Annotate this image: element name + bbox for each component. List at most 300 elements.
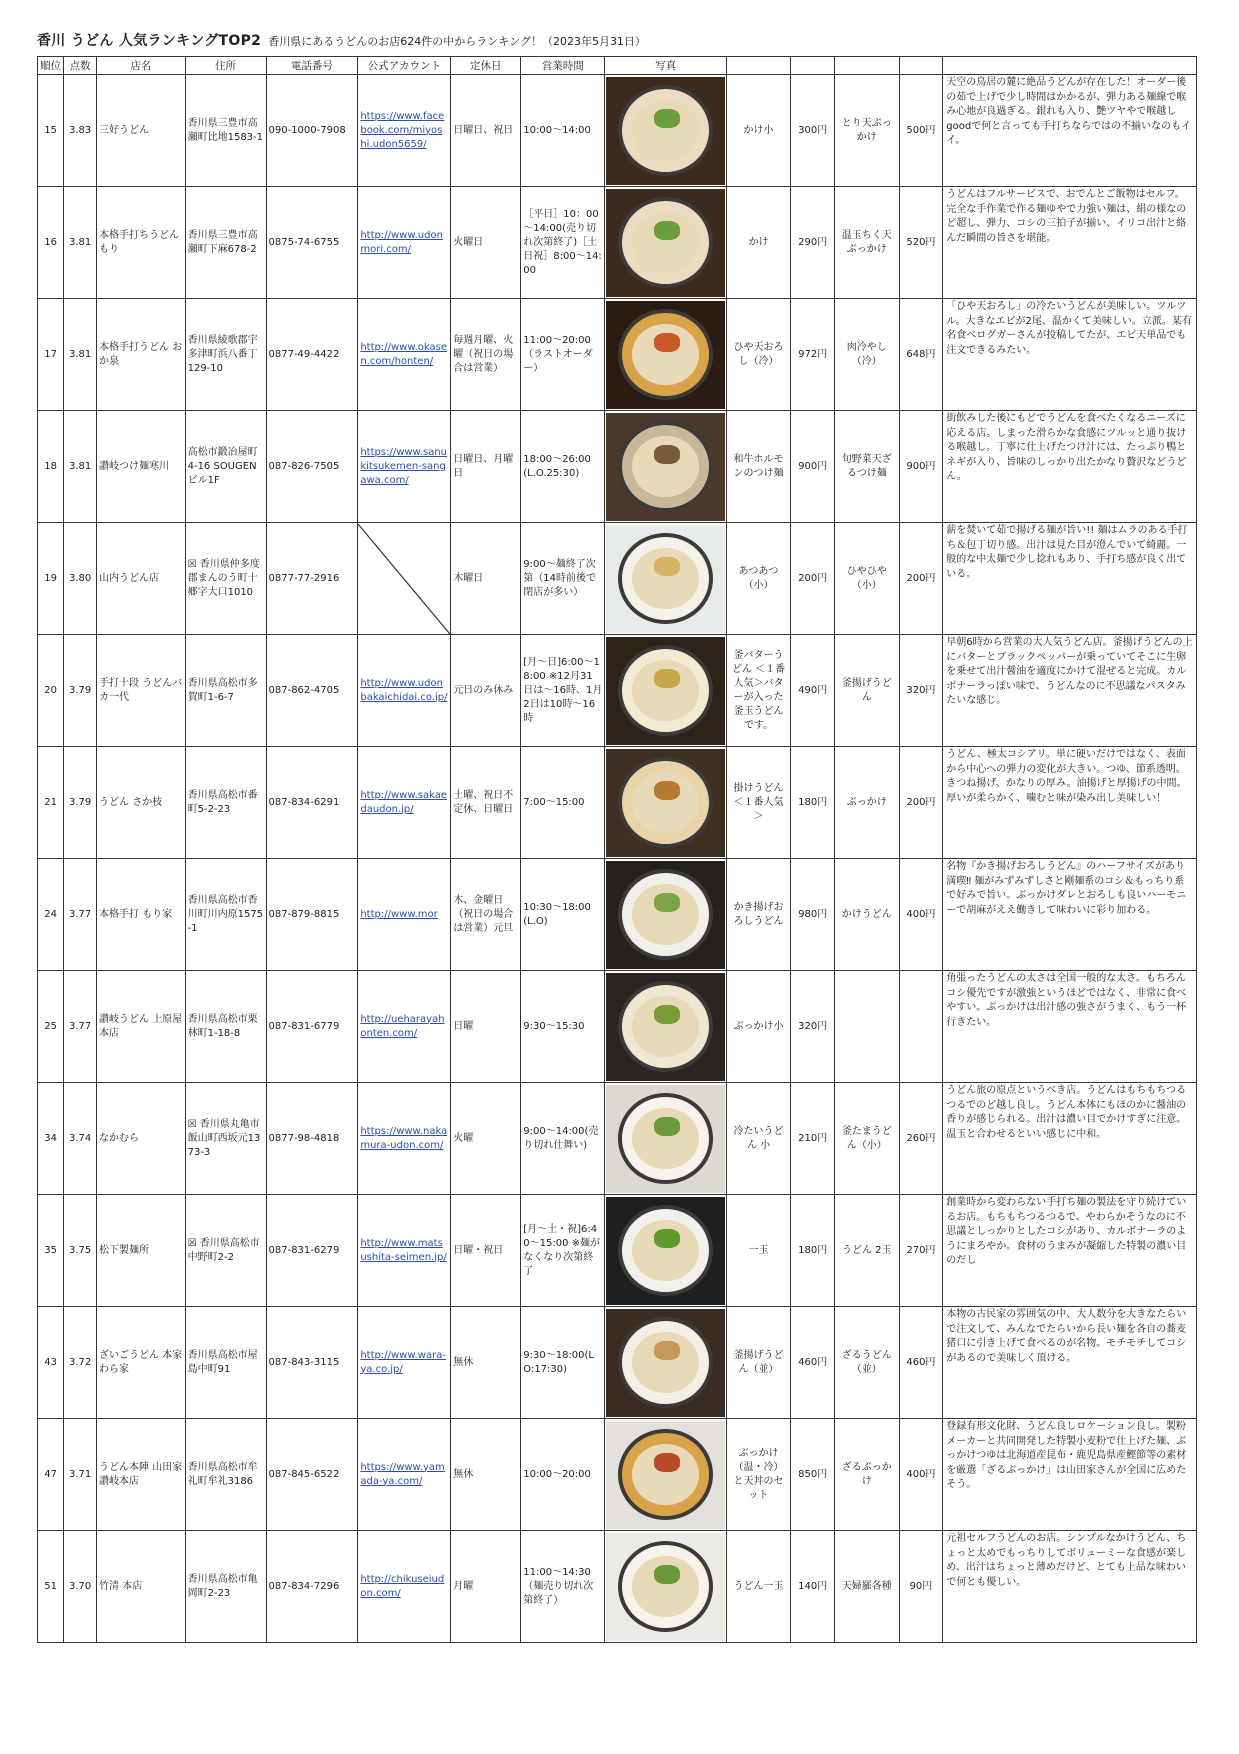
- address-cell: [185, 1307, 266, 1419]
- rank-cell: [38, 747, 64, 859]
- shop-name-cell: [97, 1195, 186, 1307]
- address-cell-text: 香川県高松市屋島中町91: [187, 1349, 258, 1375]
- holiday-cell-text: 日曜日、祝日: [453, 124, 514, 136]
- description-cell-text: 薪を焚いて茹で揚げる麺が旨い!! 麺はムラのある手打ち＆包丁切り感。出汁は見た目が澄んでいて綺麗。一般的な中太麺で少し捻れもあり、手打ち感が良く出ている。: [946, 525, 1188, 580]
- address-cell: [185, 299, 266, 411]
- photo-cell: [605, 747, 726, 859]
- official-link-text[interactable]: http://www.udonbakaichidai.co.jp/: [360, 677, 448, 703]
- phone-cell: [266, 523, 358, 635]
- topping-shape: [654, 445, 680, 464]
- rank-cell-text: 25: [44, 1020, 57, 1032]
- price2-cell: [899, 1195, 943, 1307]
- menu1-cell: [726, 635, 791, 747]
- hours-cell-text: 10:00～14:00: [523, 124, 591, 136]
- official-link[interactable]: [358, 971, 451, 1083]
- photo-cell: [605, 1195, 726, 1307]
- address-cell: [185, 971, 266, 1083]
- shop-name-cell-text: なかむら: [99, 1132, 140, 1144]
- hours-cell: [521, 1195, 605, 1307]
- holiday-cell-text: 土曜、祝日不定休、日曜日: [453, 789, 514, 815]
- table-row: [38, 299, 1197, 411]
- holiday-cell-text: 木曜日: [453, 572, 484, 584]
- shop-name-cell-text: 本格手打 もり家: [99, 908, 173, 920]
- shop-name-cell: [97, 299, 186, 411]
- description-cell: [943, 75, 1197, 187]
- official-link[interactable]: [358, 1419, 451, 1531]
- holiday-cell: [451, 299, 521, 411]
- rank-cell-text: 20: [44, 684, 57, 696]
- udon-photo: [606, 749, 724, 857]
- hours-cell-text: 9:00～麺終了次第（14時前後で閉店が多い）: [523, 558, 596, 598]
- rank-cell: [38, 635, 64, 747]
- table-row: [38, 859, 1197, 971]
- price1-cell-text: 290円: [798, 236, 828, 248]
- address-cell: [185, 1419, 266, 1531]
- table-row: [38, 1531, 1197, 1643]
- hours-cell: [521, 75, 605, 187]
- price2-cell: [899, 1419, 943, 1531]
- menu1-cell-text: 和牛ホルモンのつけ麺: [733, 453, 784, 479]
- rank-cell-text: 34: [44, 1132, 57, 1144]
- udon-photo: [606, 1309, 724, 1417]
- address-cell: [185, 523, 266, 635]
- address-cell: [185, 1531, 266, 1643]
- table-row: [38, 971, 1197, 1083]
- price1-cell-text: 180円: [798, 1244, 828, 1256]
- holiday-cell: [451, 187, 521, 299]
- score-cell-text: 3.77: [69, 1020, 92, 1032]
- menu1-cell-text: 釜バターうどん ＜１番人気＞バターが入った釜玉うどんです。: [731, 649, 786, 731]
- menu1-cell-text: うどん一玉: [733, 1580, 784, 1592]
- hours-cell: [521, 523, 605, 635]
- address-cell: [185, 1195, 266, 1307]
- table-header-row: [38, 57, 1197, 75]
- score-cell: [64, 75, 97, 187]
- holiday-cell: [451, 1083, 521, 1195]
- header-photo: 写真: [605, 57, 726, 75]
- rank-cell-text: 35: [44, 1244, 57, 1256]
- hours-cell-text: 11:00～14:30（麺売り切れ次第終了）: [523, 1566, 594, 1606]
- shop-name-cell-text: うどん本陣 山田家 讃岐本店: [99, 1461, 183, 1487]
- phone-cell-text: 087-862-4705: [268, 684, 340, 696]
- description-cell: [943, 187, 1197, 299]
- rank-cell-text: 47: [44, 1468, 57, 1480]
- price2-cell: [899, 299, 943, 411]
- phone-cell: [266, 299, 358, 411]
- photo-cell: [605, 75, 726, 187]
- price2-cell-text: 400円: [906, 908, 936, 920]
- description-cell-text: 名物『かき揚げおろしうどん』のハーフサイズがあり満喫‼ 麺がみずみずしさと剛麺系のコシ＆もっちり系で好みで旨い。ぶっかけダレとおろしも良いハーモニーで胡麻がええ働きして味わいに彩り加わる。: [946, 861, 1187, 916]
- address-cell: [185, 859, 266, 971]
- score-cell: [64, 971, 97, 1083]
- price1-cell-text: 200円: [798, 572, 828, 584]
- description-cell-text: 街飲みした後にもどでうどんを食べたくなるニーズに応える店。しまった滑らかな食感にツルッと通り抜ける喉越し。丁寧に仕上げたつけ汁には、たっぷり鴨とネギが入り、旨味のしっかり出たかなり贅沢などうどん。: [946, 413, 1187, 482]
- menu2-cell-text: ざるぶっかけ: [841, 1461, 892, 1487]
- hours-cell-text: [月～土・祝]6:40～15:00 ※麺がなくなり次第終了: [523, 1223, 600, 1277]
- header-holiday: 定休日: [451, 57, 521, 75]
- official-link[interactable]: [358, 299, 451, 411]
- score-cell: [64, 299, 97, 411]
- official-link-text[interactable]: http://ueharayahonten.com/: [360, 1013, 445, 1039]
- photo-cell: [605, 971, 726, 1083]
- hours-cell: [521, 747, 605, 859]
- phone-cell: [266, 187, 358, 299]
- phone-cell-text: 087-843-3115: [268, 1356, 340, 1368]
- phone-cell: [266, 1419, 358, 1531]
- menu1-cell-text: あつあつ（小）: [738, 565, 779, 591]
- shop-name-cell: [97, 411, 186, 523]
- photo-cell: [605, 523, 726, 635]
- description-cell-text: 元祖セルフうどんのお店。シンプルなかけうどん、ちょっと太めでもっちりしてボリューミーな食感が楽しめ、出汁はちょっと薄めだけど、とても上品な味わいで何とも優しい。: [946, 1533, 1187, 1588]
- address-cell-text: ☒ 香川県高松市中野町2-2: [187, 1237, 260, 1263]
- udon-photo: [606, 1085, 724, 1193]
- price1-cell-text: 980円: [798, 908, 828, 920]
- description-cell: [943, 1419, 1197, 1531]
- menu1-cell: [726, 187, 791, 299]
- menu1-cell-text: かけ: [748, 236, 769, 248]
- address-cell-text: ☒ 香川県仲多度郡まんのう町十郷字大口1010: [187, 558, 260, 598]
- hours-cell-text: 7:00～15:00: [523, 796, 585, 808]
- price1-cell: [791, 75, 835, 187]
- price2-cell-text: 400円: [906, 1468, 936, 1480]
- menu1-cell: [726, 971, 791, 1083]
- table-body: [38, 75, 1197, 1643]
- official-link[interactable]: [358, 1195, 451, 1307]
- rank-cell: [38, 187, 64, 299]
- price2-cell-text: 270円: [906, 1244, 936, 1256]
- rank-cell: [38, 971, 64, 1083]
- description-cell-text: 天空の鳥居の麓に絶品うどんが存在した！オーダー後の茹で上げで少し時間はかかるが、弾力ある麺線で喉み心地が良過ぎる。銀れも入り、艶ツヤやで喉越しgoodで何と言っても手打ちならではの不揃いなのもイイ。: [946, 77, 1192, 146]
- holiday-cell-text: 火曜: [453, 1132, 474, 1144]
- official-link-text[interactable]: http://www.matsushita-seimen.jp/: [360, 1237, 447, 1263]
- address-cell-text: 香川県高松市番町5-2-23: [187, 789, 258, 815]
- price1-cell: [791, 1083, 835, 1195]
- phone-cell: [266, 1083, 358, 1195]
- shop-name-cell-text: 竹清 本店: [99, 1580, 143, 1592]
- address-cell-text: 香川県高松市栗林町1-18-8: [187, 1013, 258, 1039]
- official-link[interactable]: [358, 75, 451, 187]
- shop-name-cell: [97, 1419, 186, 1531]
- shop-name-cell-text: うどん さか枝: [99, 796, 163, 808]
- shop-name-cell: [97, 1531, 186, 1643]
- official-link[interactable]: [358, 1307, 451, 1419]
- hours-cell-text: ［平日］10：00～14:00(売り切れ次第終了)［土日祝］8:00～14:00: [523, 208, 602, 276]
- menu2-cell: [835, 523, 900, 635]
- official-link-text[interactable]: http://www.sakaedaudon.jp/: [360, 789, 448, 815]
- menu1-cell: [726, 1083, 791, 1195]
- menu1-cell: [726, 1531, 791, 1643]
- score-cell: [64, 1195, 97, 1307]
- menu2-cell-text: ぶっかけ: [846, 796, 887, 808]
- phone-cell-text: 087-879-8815: [268, 908, 340, 920]
- official-link[interactable]: [358, 411, 451, 523]
- menu2-cell-text: ざるうどん（並）: [841, 1349, 892, 1375]
- score-cell-text: 3.77: [69, 908, 92, 920]
- shop-name-cell: [97, 75, 186, 187]
- rank-cell-text: 17: [44, 348, 57, 360]
- shop-name-cell: [97, 1307, 186, 1419]
- photo-cell: [605, 411, 726, 523]
- official-link-text[interactable]: https://www.nakamura-udon.com/: [360, 1125, 448, 1151]
- address-cell-text: ☒ 香川県丸亀市飯山町西坂元1373-3: [187, 1118, 261, 1158]
- price1-cell: [791, 859, 835, 971]
- menu2-cell: [835, 747, 900, 859]
- official-link-text[interactable]: http://www.mor: [360, 908, 438, 920]
- phone-cell-text: 0877-49-4422: [268, 348, 340, 360]
- header-price2: [899, 57, 943, 75]
- description-cell: [943, 411, 1197, 523]
- header-score: 点数: [64, 57, 97, 75]
- score-cell: [64, 1419, 97, 1531]
- menu2-cell-text: 肉冷やし（冷）: [846, 341, 887, 367]
- holiday-cell: [451, 411, 521, 523]
- shop-name-cell-text: 手打十段 うどんバカ一代: [99, 677, 183, 703]
- official-link-text[interactable]: http://www.udonmori.com/: [360, 229, 443, 255]
- udon-photo: [606, 189, 724, 297]
- table-row: [38, 635, 1197, 747]
- photo-cell: [605, 859, 726, 971]
- shop-name-cell: [97, 971, 186, 1083]
- header-name: 店名: [97, 57, 186, 75]
- menu2-cell: [835, 75, 900, 187]
- score-cell-text: 3.79: [69, 684, 92, 696]
- phone-cell-text: 087-834-7296: [268, 1580, 340, 1592]
- official-link-text[interactable]: http://chikuseiudon.com/: [360, 1573, 445, 1599]
- phone-cell-text: 087-831-6779: [268, 1020, 340, 1032]
- description-cell-text: うどんはフルサービスで、おでんとご飯物はセルフ。完全な手作業で作る麺ゆやで力強い麺は、絹の様なのど超し、弾力、コシの三拍子が揃い、イリコ出汁と絡んだ瞬間の旨さを堪能。: [946, 189, 1187, 244]
- holiday-cell: [451, 1531, 521, 1643]
- score-cell: [64, 523, 97, 635]
- description-cell-text: 登録有形文化財、うどん良しロケーション良し。製粉メーカーと共同開発した特製小麦粉で仕上げた麺、ぶっかけつゆは北海道産昆布・鹿児島県産鰹節等の素材を厳選「ざるぶっかけ」は山田家さんが全国に広めたそう。: [946, 1421, 1187, 1490]
- price2-cell: [899, 747, 943, 859]
- rank-cell: [38, 523, 64, 635]
- table-row: [38, 747, 1197, 859]
- address-cell: [185, 635, 266, 747]
- menu2-cell: [835, 1083, 900, 1195]
- rank-cell: [38, 1531, 64, 1643]
- menu2-cell: [835, 1307, 900, 1419]
- holiday-cell-text: 元日のみ休み: [453, 684, 514, 696]
- address-cell-text: 高松市鍛冶屋町4-16 SOUGENビル1F: [187, 446, 258, 486]
- udon-photo: [606, 77, 724, 185]
- description-cell-text: 「ひや天おろし」の冷たいうどんが美味しい。ツルツル。大きなエビが2尾、温かくて美味しい。立派。某有名食べログガーさんが投稿してたが、エビ天単品でも注文できるみたい。: [946, 301, 1192, 356]
- shop-name-cell-text: 山内うどん店: [99, 572, 160, 584]
- shop-name-cell: [97, 523, 186, 635]
- rank-cell: [38, 75, 64, 187]
- holiday-cell-text: 無休: [453, 1468, 474, 1480]
- official-link[interactable]: [358, 859, 451, 971]
- table-row: [38, 523, 1197, 635]
- official-link-text[interactable]: https://www.facebook.com/miyoshi.udon5659/: [360, 110, 445, 150]
- menu1-cell: [726, 299, 791, 411]
- menu2-cell: [835, 859, 900, 971]
- official-link[interactable]: [358, 747, 451, 859]
- header-phone: 電話番号: [266, 57, 358, 75]
- price1-cell: [791, 1531, 835, 1643]
- price2-cell: [899, 859, 943, 971]
- price2-cell: [899, 635, 943, 747]
- menu1-cell-text: 冷たいうどん 小: [733, 1125, 784, 1151]
- price2-cell-text: 900円: [906, 460, 936, 472]
- phone-cell: [266, 971, 358, 1083]
- holiday-cell: [451, 971, 521, 1083]
- menu1-cell-text: かき揚げおろしうどん: [733, 901, 784, 927]
- menu2-cell-text: 釜揚げうどん: [841, 677, 892, 703]
- rank-cell: [38, 1307, 64, 1419]
- price1-cell: [791, 299, 835, 411]
- topping-shape: [654, 221, 680, 240]
- hours-cell: [521, 1531, 605, 1643]
- official-link-text[interactable]: http://www.wara-ya.co.jp/: [360, 1349, 446, 1375]
- score-cell-text: 3.81: [69, 348, 92, 360]
- price1-cell-text: 850円: [798, 1468, 828, 1480]
- phone-cell-text: 087-834-6291: [268, 796, 340, 808]
- phone-cell-text: 087-831-6279: [268, 1244, 340, 1256]
- score-cell: [64, 747, 97, 859]
- menu2-cell: [835, 971, 900, 1083]
- holiday-cell: [451, 75, 521, 187]
- price2-cell-text: 200円: [906, 796, 936, 808]
- topping-shape: [654, 1005, 680, 1024]
- table-row: [38, 1419, 1197, 1531]
- menu2-cell: [835, 1195, 900, 1307]
- menu1-cell-text: かけ小: [743, 124, 774, 136]
- topping-shape: [654, 1117, 680, 1136]
- page-header: [37, 30, 1207, 52]
- phone-cell-text: 0877-98-4818: [268, 1132, 340, 1144]
- description-cell: [943, 971, 1197, 1083]
- description-cell: [943, 859, 1197, 971]
- price1-cell-text: 320円: [798, 1020, 828, 1032]
- shop-name-cell-text: 讃岐うどん 上原屋本店: [99, 1013, 183, 1039]
- score-cell-text: 3.71: [69, 1468, 92, 1480]
- hours-cell: [521, 1083, 605, 1195]
- table-row: [38, 1083, 1197, 1195]
- menu1-cell: [726, 859, 791, 971]
- header-hours: 営業時間: [521, 57, 605, 75]
- udon-photo: [606, 413, 724, 521]
- description-cell-text: 創業時から変わらない手打ち麺の製法を守り続けているお店。もちもちつるつるで、やわらかそうなのに不思議としっかりとしたコシがあり、カルボナーラのようにまろやか。食材のうまみが凝縮した特製の濃い目のだし: [946, 1197, 1187, 1266]
- menu1-cell-text: ぶっかけ（温・冷）と天丼のセット: [733, 1447, 784, 1501]
- holiday-cell: [451, 523, 521, 635]
- table-row: [38, 411, 1197, 523]
- shop-name-cell: [97, 747, 186, 859]
- rank-cell-text: 19: [44, 572, 57, 584]
- official-link[interactable]: [358, 1531, 451, 1643]
- price2-cell: [899, 1083, 943, 1195]
- price1-cell: [791, 523, 835, 635]
- no-account-cell: [358, 523, 451, 635]
- price1-cell-text: 180円: [798, 796, 828, 808]
- udon-photo: [606, 1197, 724, 1305]
- shop-name-cell: [97, 187, 186, 299]
- description-cell: [943, 1083, 1197, 1195]
- address-cell-text: 香川県三豊市高瀬町下麻678-2: [187, 229, 258, 255]
- menu1-cell: [726, 411, 791, 523]
- udon-photo: [606, 1421, 724, 1529]
- menu2-cell: [835, 411, 900, 523]
- hours-cell: [521, 859, 605, 971]
- official-link-text[interactable]: http://www.okasen.com/honten/: [360, 341, 447, 367]
- header-menu1: [726, 57, 791, 75]
- hours-cell-text: [月～日]6:00～18:00 ※12月31日は～16時、1月2日は10時～16時: [523, 656, 603, 724]
- shop-name-cell: [97, 859, 186, 971]
- price1-cell-text: 140円: [798, 1580, 828, 1592]
- holiday-cell: [451, 635, 521, 747]
- menu2-cell-text: 釜たまうどん（小）: [841, 1125, 892, 1151]
- score-cell-text: 3.72: [69, 1356, 92, 1368]
- price2-cell: [899, 75, 943, 187]
- udon-photo: [606, 1533, 724, 1641]
- price2-cell-text: 260円: [906, 1132, 936, 1144]
- description-cell: [943, 1307, 1197, 1419]
- rank-cell-text: 18: [44, 460, 57, 472]
- shop-name-cell-text: 本格手打ちうどん もり: [99, 229, 180, 255]
- price1-cell-text: 972円: [798, 348, 828, 360]
- udon-photo: [606, 861, 724, 969]
- holiday-cell: [451, 1419, 521, 1531]
- description-cell: [943, 747, 1197, 859]
- menu2-cell: [835, 1419, 900, 1531]
- menu1-cell: [726, 1419, 791, 1531]
- photo-cell: [605, 187, 726, 299]
- price1-cell: [791, 187, 835, 299]
- score-cell-text: 3.75: [69, 1244, 92, 1256]
- description-cell-text: うどん、極太コシアリ。単に硬いだけではなく、表面から中心への弾力の変化が大きい。つゆ、節系透明。きつね揚げ、かなりの厚み。油揚げと厚揚げの中間。厚いが柔らかく、噛むと味が染み出し美味しい！: [946, 749, 1187, 804]
- price2-cell-text: 320円: [906, 684, 936, 696]
- address-cell-text: 香川県高松市多賀町1-6-7: [187, 677, 258, 703]
- topping-shape: [654, 781, 680, 800]
- official-link-text[interactable]: https://www.sanukitsukemen-sangawa.com/: [360, 446, 447, 486]
- menu2-cell-text: かけうどん: [841, 908, 892, 920]
- official-link[interactable]: [358, 187, 451, 299]
- phone-cell: [266, 859, 358, 971]
- score-cell-text: 3.74: [69, 1132, 92, 1144]
- score-cell-text: 3.81: [69, 460, 92, 472]
- topping-shape: [654, 109, 680, 128]
- table-row: [38, 1195, 1197, 1307]
- rank-cell: [38, 299, 64, 411]
- diagonal-slash: [358, 524, 450, 634]
- page-title: 香川 うどん 人気ランキングTOP2: [37, 33, 262, 49]
- rank-cell: [38, 1195, 64, 1307]
- price2-cell-text: 500円: [906, 124, 936, 136]
- price2-cell-text: 520円: [906, 236, 936, 248]
- menu2-cell-text: ひやひや（小）: [846, 565, 887, 591]
- phone-cell-text: 090-1000-7908: [268, 124, 346, 136]
- official-link[interactable]: [358, 635, 451, 747]
- description-cell-text: うどん旅の原点というべき店。うどんはもちもちつるつるでのど越し良し。うどん本体にもほのかに醤油の香りが感じられる。出汁は濃い目でかけすぎに注意。温玉と合わせるといい感じに中和。: [946, 1085, 1187, 1140]
- rank-cell-text: 15: [44, 124, 57, 136]
- address-cell: [185, 411, 266, 523]
- official-link-text[interactable]: https://www.yamada-ya.com/: [360, 1461, 445, 1487]
- official-link[interactable]: [358, 1083, 451, 1195]
- score-cell: [64, 187, 97, 299]
- price2-cell: [899, 411, 943, 523]
- phone-cell: [266, 635, 358, 747]
- menu2-cell: [835, 635, 900, 747]
- holiday-cell-text: 日曜: [453, 1020, 474, 1032]
- rank-cell-text: 16: [44, 236, 57, 248]
- holiday-cell: [451, 859, 521, 971]
- menu1-cell: [726, 1307, 791, 1419]
- hours-cell: [521, 971, 605, 1083]
- address-cell-text: 香川県三豊市高瀬町比地1583-1: [187, 117, 264, 143]
- price1-cell: [791, 635, 835, 747]
- score-cell-text: 3.80: [69, 572, 92, 584]
- hours-cell: [521, 411, 605, 523]
- hours-cell-text: 11:00～20:00（ラストオーダー）: [523, 334, 593, 374]
